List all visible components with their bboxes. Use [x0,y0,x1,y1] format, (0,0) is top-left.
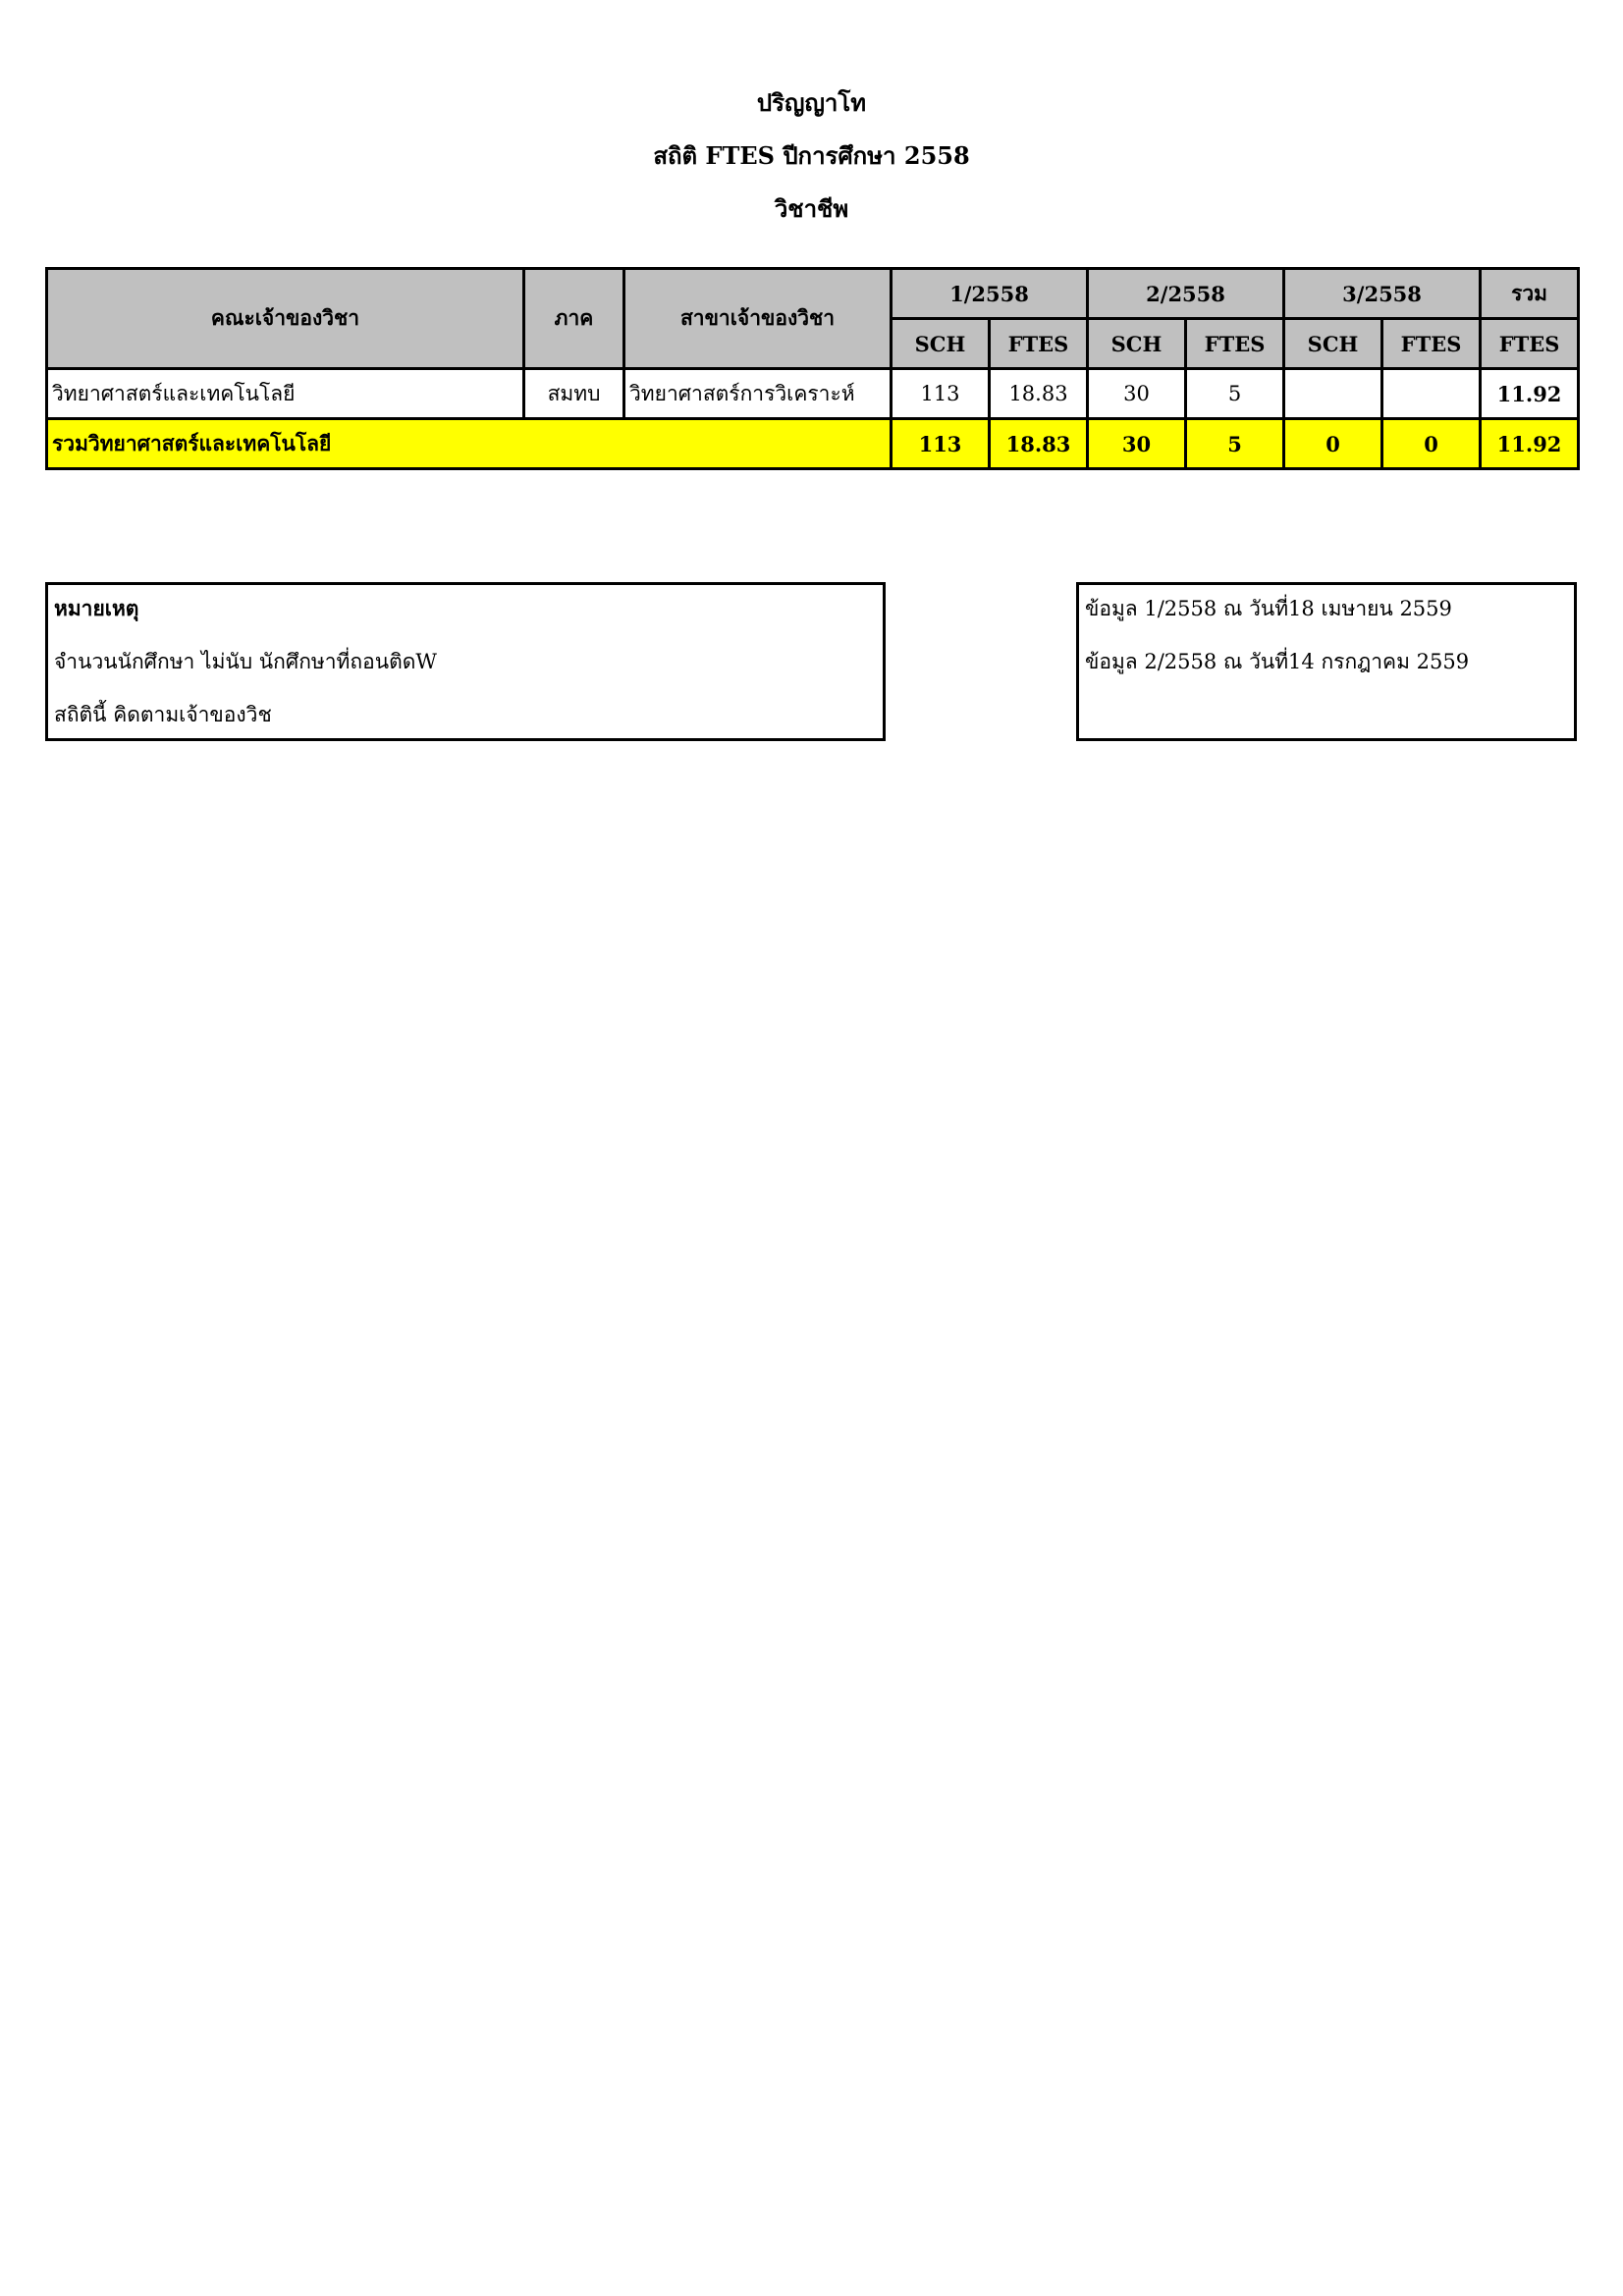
total-label: รวมวิทยาศาสตร์และเทคโนโลยี [47,419,892,469]
total-t2-sch: 30 [1088,419,1186,469]
col-header-faculty: คณะเจ้าของวิชา [47,269,524,369]
cell-t3-sch [1284,369,1382,419]
col-header-total: รวม [1481,269,1579,319]
notes-heading: หมายเหตุ [54,596,139,620]
total-t2-ftes: 5 [1186,419,1284,469]
table-header-row-1 [47,269,1579,319]
cell-major: วิทยาศาสตร์การวิเคราะห์ [624,369,892,419]
data-dates-box [1076,582,1577,741]
table-total-row [47,419,1579,469]
col-header-total-ftes: FTES [1481,319,1579,369]
col-header-term2: 2/2558 [1088,269,1284,319]
cell-t1-sch: 113 [892,369,990,419]
total-t3-ftes: 0 [1382,419,1481,469]
col-header-term3: 3/2558 [1284,269,1481,319]
cell-dept: สมทบ [524,369,624,419]
col-header-t1-sch: SCH [892,319,990,369]
cell-t3-ftes [1382,369,1481,419]
col-header-dept: ภาค [524,269,624,369]
cell-faculty: วิทยาศาสตร์และเทคโนโลยี [47,369,524,419]
report-subtitle: วิชาชีพ [774,194,849,223]
col-header-t1-ftes: FTES [990,319,1088,369]
col-header-t2-ftes: FTES [1186,319,1284,369]
notes-line-2: สถิตินี้ คิดตามเจ้าของวิช [54,703,272,726]
total-t1-sch: 113 [892,419,990,469]
total-t3-sch: 0 [1284,419,1382,469]
col-header-t3-sch: SCH [1284,319,1382,369]
cell-t2-ftes: 5 [1186,369,1284,419]
notes-line-1: จำนวนนักศึกษา ไม่นับ นักศึกษาที่ถอนติดW [54,650,437,673]
col-header-term1: 1/2558 [892,269,1088,319]
col-header-major: สาขาเจ้าของวิชา [624,269,892,369]
cell-total-ftes: 11.92 [1481,369,1579,419]
cell-t2-sch: 30 [1088,369,1186,419]
col-header-t3-ftes: FTES [1382,319,1481,369]
total-t1-ftes: 18.83 [990,419,1088,469]
ftes-table [45,267,1580,470]
data-date-line-1: ข้อมูล 1/2558 ณ วันที่18 เมษายน 2559 [1085,597,1452,620]
col-header-t2-sch: SCH [1088,319,1186,369]
data-date-line-2: ข้อมูล 2/2558 ณ วันที่14 กรกฎาคม 2559 [1085,650,1470,673]
table-row [47,369,1579,419]
total-ftes: 11.92 [1481,419,1579,469]
notes-box [45,582,886,741]
report-title: สถิติ FTES ปีการศึกษา 2558 [653,141,970,170]
cell-t1-ftes: 18.83 [990,369,1088,419]
report-level-title: ปริญญาโท [756,88,867,117]
